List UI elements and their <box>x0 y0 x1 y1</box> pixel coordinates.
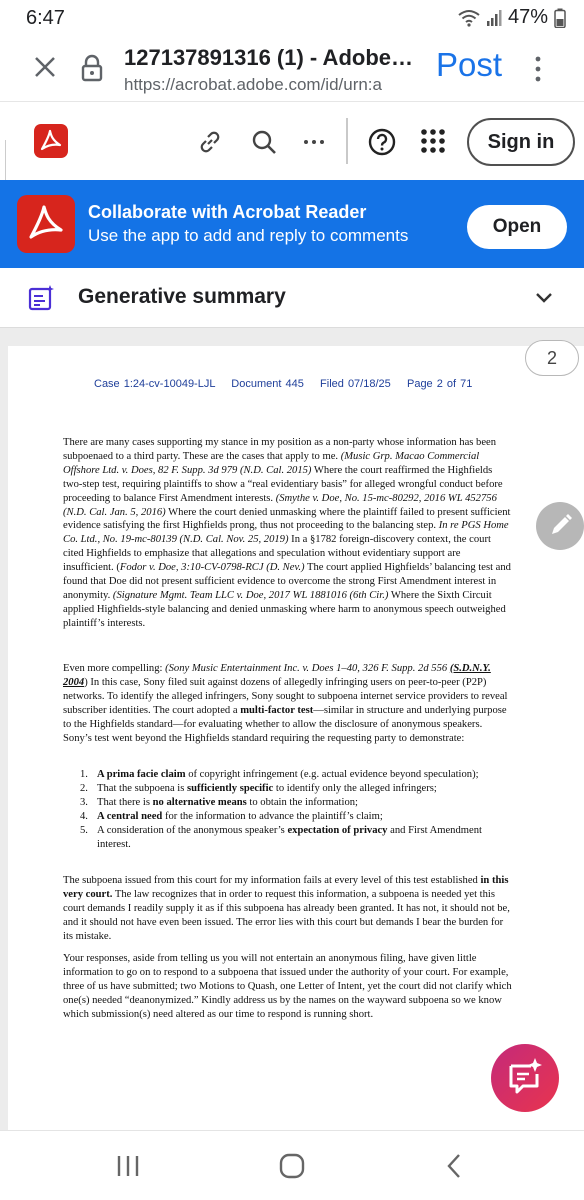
more-horizontal-icon[interactable] <box>300 128 328 156</box>
status-time: 6:47 <box>26 7 65 29</box>
list-item: 2. That the subpoena is sufficiently specific to identify only the alleged infringers; <box>80 782 437 794</box>
page-number-badge[interactable]: 2 <box>525 340 579 376</box>
paragraph-subpoena: The subpoena issued from this court for my information fails at every level of this test established in this very court. The law recognizes that in order to request this information, a subpoena is needed yet this court demands I readily supply it as if this subpoena has already been granted. It has not, it should not be, and it should not have even been issued. The error lies with this court but demands I bear the burden for its mistake. <box>63 875 510 942</box>
search-icon[interactable] <box>250 128 278 156</box>
paragraph-cases: There are many cases supporting my stance in my position as a non-party whose information has been subpoenaed to a third party. These are the cases that apply to me. (Music Grp. Macao Commercial Offshore Ltd. v. Does, 82 F. Supp. 3d 979 (N.D. Cal. 2015) Where the court reaffirmed the Highfields two-step test, requiring plaintiffs to show a “real evidentiary basis” for alleged wrongful conduct before proceeding to balance First Amendment interests. (Smythe v. Doe, No. 15-mc-80292, 2016 WL 452756 (N.D. Cal. Jan. 5, 2016) Where the court denied unmasking where the plaintiff failed to present sufficient evidence satisfying the first Highfields prong, thus not proceeding to the balancing step. In re PGS Home Co. Ltd., No. 19-mc-80139 (N.D. Cal. Nov. 25, 2019) In a §1782 foreign-discovery context, the court cited Highfields to emphasize that allegations and speculation without evidentiary support are insufficient. (Fodor v. Doe, 3:10-CV-0798-RCJ (D. Nev.) The court applied Highfields’ balancing test and found that Doe did not present sufficient evidence to overcome the strong First Amendment interest in anonymity. (Signature Mgmt. Team LLC v. Doe, 2017 WL 1881016 (6th Cir.) Where the Sixth Circuit applied Highfields-style balancing and denied unmasking where harm to anonymous speech outweighed plaintiff’s interests. <box>63 437 511 629</box>
ai-chat-sparkle-icon <box>491 1044 559 1112</box>
acrobat-reader-logo-icon <box>17 195 75 253</box>
status-icons <box>458 6 566 29</box>
system-navigation-bar <box>0 1130 584 1200</box>
generative-summary-panel[interactable] <box>0 268 584 328</box>
home-icon[interactable] <box>279 1153 305 1179</box>
paragraph-responses: Your responses, aside from telling us you will not entertain an anonymous filing, have given little information to go on to respond to a subpoena that issued under the authority of your court. For example, three of us have submitted; two Motions to Quash, one Letter of Intent, yet the court did not clarify which one(s) needed “deanonymized.” Kindly address us by the names on the wayward subpoena so we know which submission(s) need altered as our time to respond is running short. <box>63 953 512 1020</box>
paragraph-sony: Even more compelling: (Sony Music Entertainment Inc. v. Does 1–40, 326 F. Supp. 2d 556 (S.D.N.Y. 2004) In this case, Sony filed suit against dozens of allegedly infringing users on peer-to-peer (P2P) networks. To identify the alleged infringers, Sony sought to subpoena internet service providers to reveal subscriber identities. The court adopted a multi-factor test—similar in structure and underlying purpose to the Highfields standard—for evaluating whether to allow the disclosure of anonymous speakers. Sony’s test went beyond the Highfields standard requiring the requesting party to demonstrate: <box>63 663 508 744</box>
list-item: 3. That there is no alternative means to obtain the information; <box>80 796 358 808</box>
sign-in-button[interactable]: Sign in <box>467 118 575 166</box>
link-icon[interactable] <box>196 128 224 156</box>
more-vertical-icon[interactable] <box>528 54 548 84</box>
post-button[interactable]: Post <box>436 46 503 83</box>
generative-summary-title: Generative summary <box>78 285 286 308</box>
wifi-icon <box>458 9 480 27</box>
recent-apps-icon[interactable] <box>116 1155 140 1177</box>
banner-subtitle: Use the app to add and reply to comments <box>88 226 409 245</box>
list-item: 1. A prima facie claim of copyright infringement (e.g. actual evidence beyond speculation); <box>80 769 479 780</box>
browser-address-bar <box>0 36 584 102</box>
close-icon[interactable] <box>30 52 60 82</box>
case-header: Case 1:24-cv-10049-LJL Document 445 Filed 07/18/25 Page 2 of 71 <box>94 378 473 390</box>
list-item: 4. A central need for the information to advance the plaintiff’s claim; <box>80 810 383 822</box>
battery-icon <box>554 8 566 28</box>
ai-assistant-button[interactable] <box>491 1044 559 1112</box>
banner-title: Collaborate with Acrobat Reader <box>88 202 367 222</box>
battery-percent: 47% <box>507 6 548 28</box>
status-bar <box>0 0 584 36</box>
page-title[interactable]: 127137891316 (1) - Adobe… <box>124 45 413 70</box>
help-icon[interactable] <box>367 127 397 157</box>
url-field[interactable]: https://acrobat.adobe.com/id/urn:a <box>124 75 382 94</box>
signal-icon <box>486 9 502 27</box>
chevron-down-icon[interactable] <box>534 288 554 308</box>
toolbar-divider <box>346 118 348 164</box>
apps-grid-icon[interactable] <box>420 128 446 154</box>
back-icon[interactable] <box>446 1153 462 1179</box>
list-item: 5. A consideration of the anonymous speaker’s expectation of privacy and First Amendment interest. <box>80 824 482 850</box>
ai-summary-icon <box>28 284 56 312</box>
open-app-button[interactable]: Open <box>467 205 567 249</box>
lock-icon[interactable] <box>80 54 104 82</box>
edit-button[interactable] <box>536 502 584 550</box>
acrobat-logo-icon[interactable] <box>34 124 68 158</box>
factor-list <box>80 768 512 851</box>
pencil-icon <box>536 502 584 550</box>
